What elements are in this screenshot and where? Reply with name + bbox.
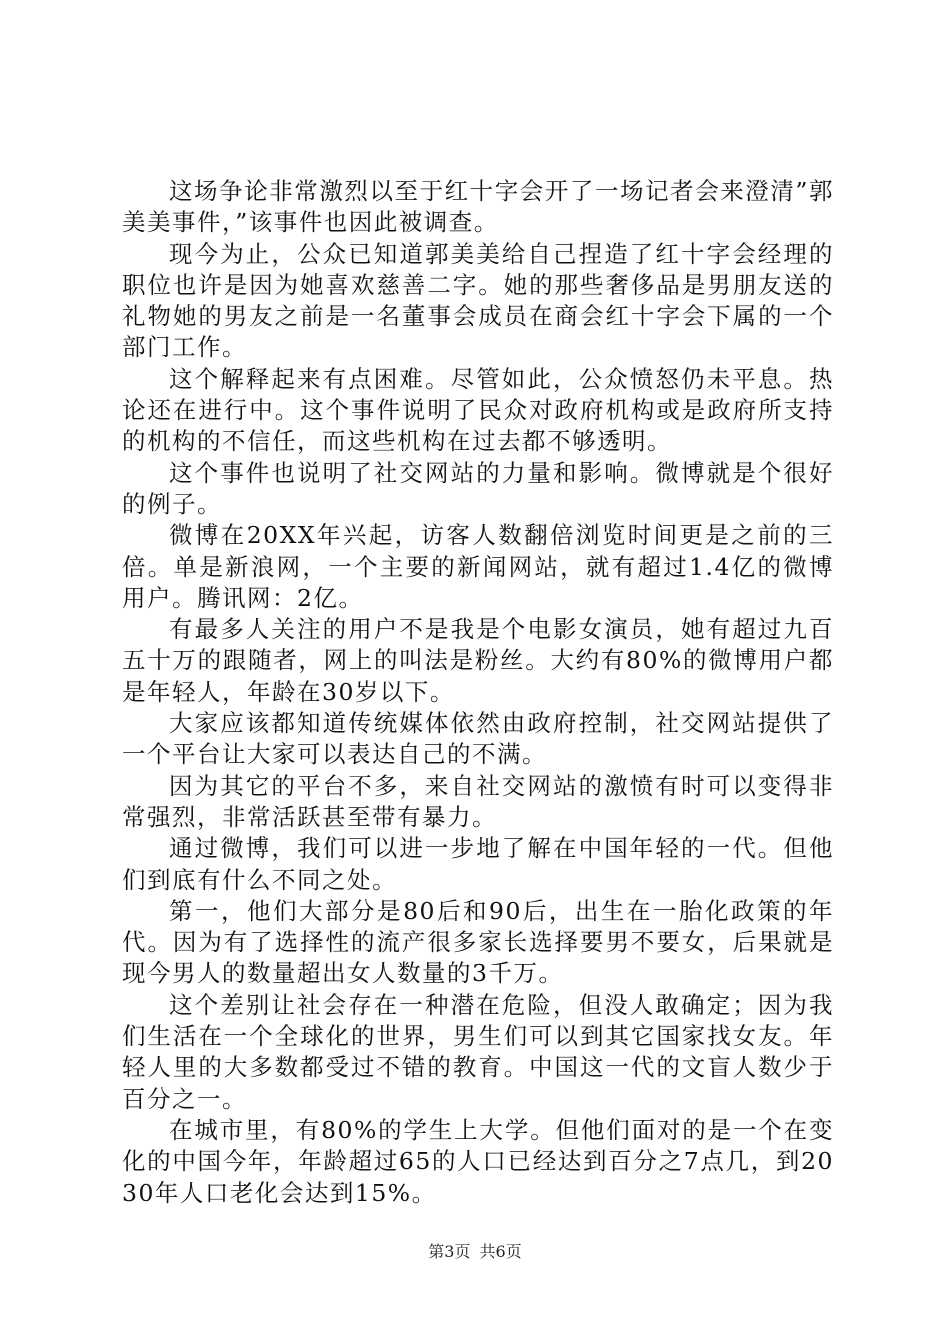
paragraph: 大家应该都知道传统媒体依然由政府控制，社交网站提供了一个平台让大家可以表达自己的不满。 [122, 709, 834, 769]
paragraph: 微博在20XX年兴起，访客人数翻倍浏览时间更是之前的三倍。单是新浪网，一个主要的新闻网站，就有超过1.4亿的微博用户。腾讯网：2亿。 [122, 521, 834, 612]
page-footer [0, 1242, 950, 1262]
paragraph: 现今为止，公众已知道郭美美给自己捏造了红十字会经理的职位也许是因为她喜欢慈善二字。她的那些奢侈品是男朋友送的礼物她的男友之前是一名董事会成员在商会红十字会下属的一个部门工作。 [122, 239, 834, 362]
paragraph: 这个解释起来有点困难。尽管如此，公众愤怒仍未平息。热论还在进行中。这个事件说明了民众对政府机构或是政府所支持的机构的不信任，而这些机构在过去都不够透明。 [122, 364, 834, 456]
paragraph: 在城市里，有80%的学生上大学。但他们面对的是一个在变化的中国今年，年龄超过65的人口已经达到百分之7点几，到2030年人口老化会达到15%。 [122, 1115, 834, 1207]
paragraph: 这个事件也说明了社交网站的力量和影响。微博就是个很好的例子。 [122, 458, 834, 518]
paragraph: 有最多人关注的用户不是我是个电影女演员，她有超过九百五十万的跟随者，网上的叫法是粉丝。大约有80%的微博用户都是年轻人，年龄在30岁以下。 [122, 615, 834, 706]
paragraph: 这场争论非常激烈以至于红十字会开了一场记者会来澄清”郭美美事件，”该事件也因此被调查。 [122, 177, 834, 237]
paragraph: 通过微博，我们可以进一步地了解在中国年轻的一代。但他们到底有什么不同之处。 [122, 834, 834, 894]
paragraph: 第一，他们大部分是80后和90后，出生在一胎化政策的年代。因为有了选择性的流产很多家长选择要男不要女，后果就是现今男人的数量超出女人数量的3千万。 [122, 896, 834, 988]
paragraph: 这个差别让社会存在一种潜在危险，但没人敢确定；因为我们生活在一个全球化的世界，男生们可以到其它国家找女友。年轻人里的大多数都受过不错的教育。中国这一代的文盲人数少于百分之一。 [122, 990, 834, 1113]
page-number: 第3页 [428, 1242, 471, 1261]
page-total: 共6页 [479, 1242, 522, 1261]
paragraph: 因为其它的平台不多，来自社交网站的激愤有时可以变得非常强烈，非常活跃甚至带有暴力。 [122, 771, 834, 831]
document-body [122, 176, 834, 1209]
